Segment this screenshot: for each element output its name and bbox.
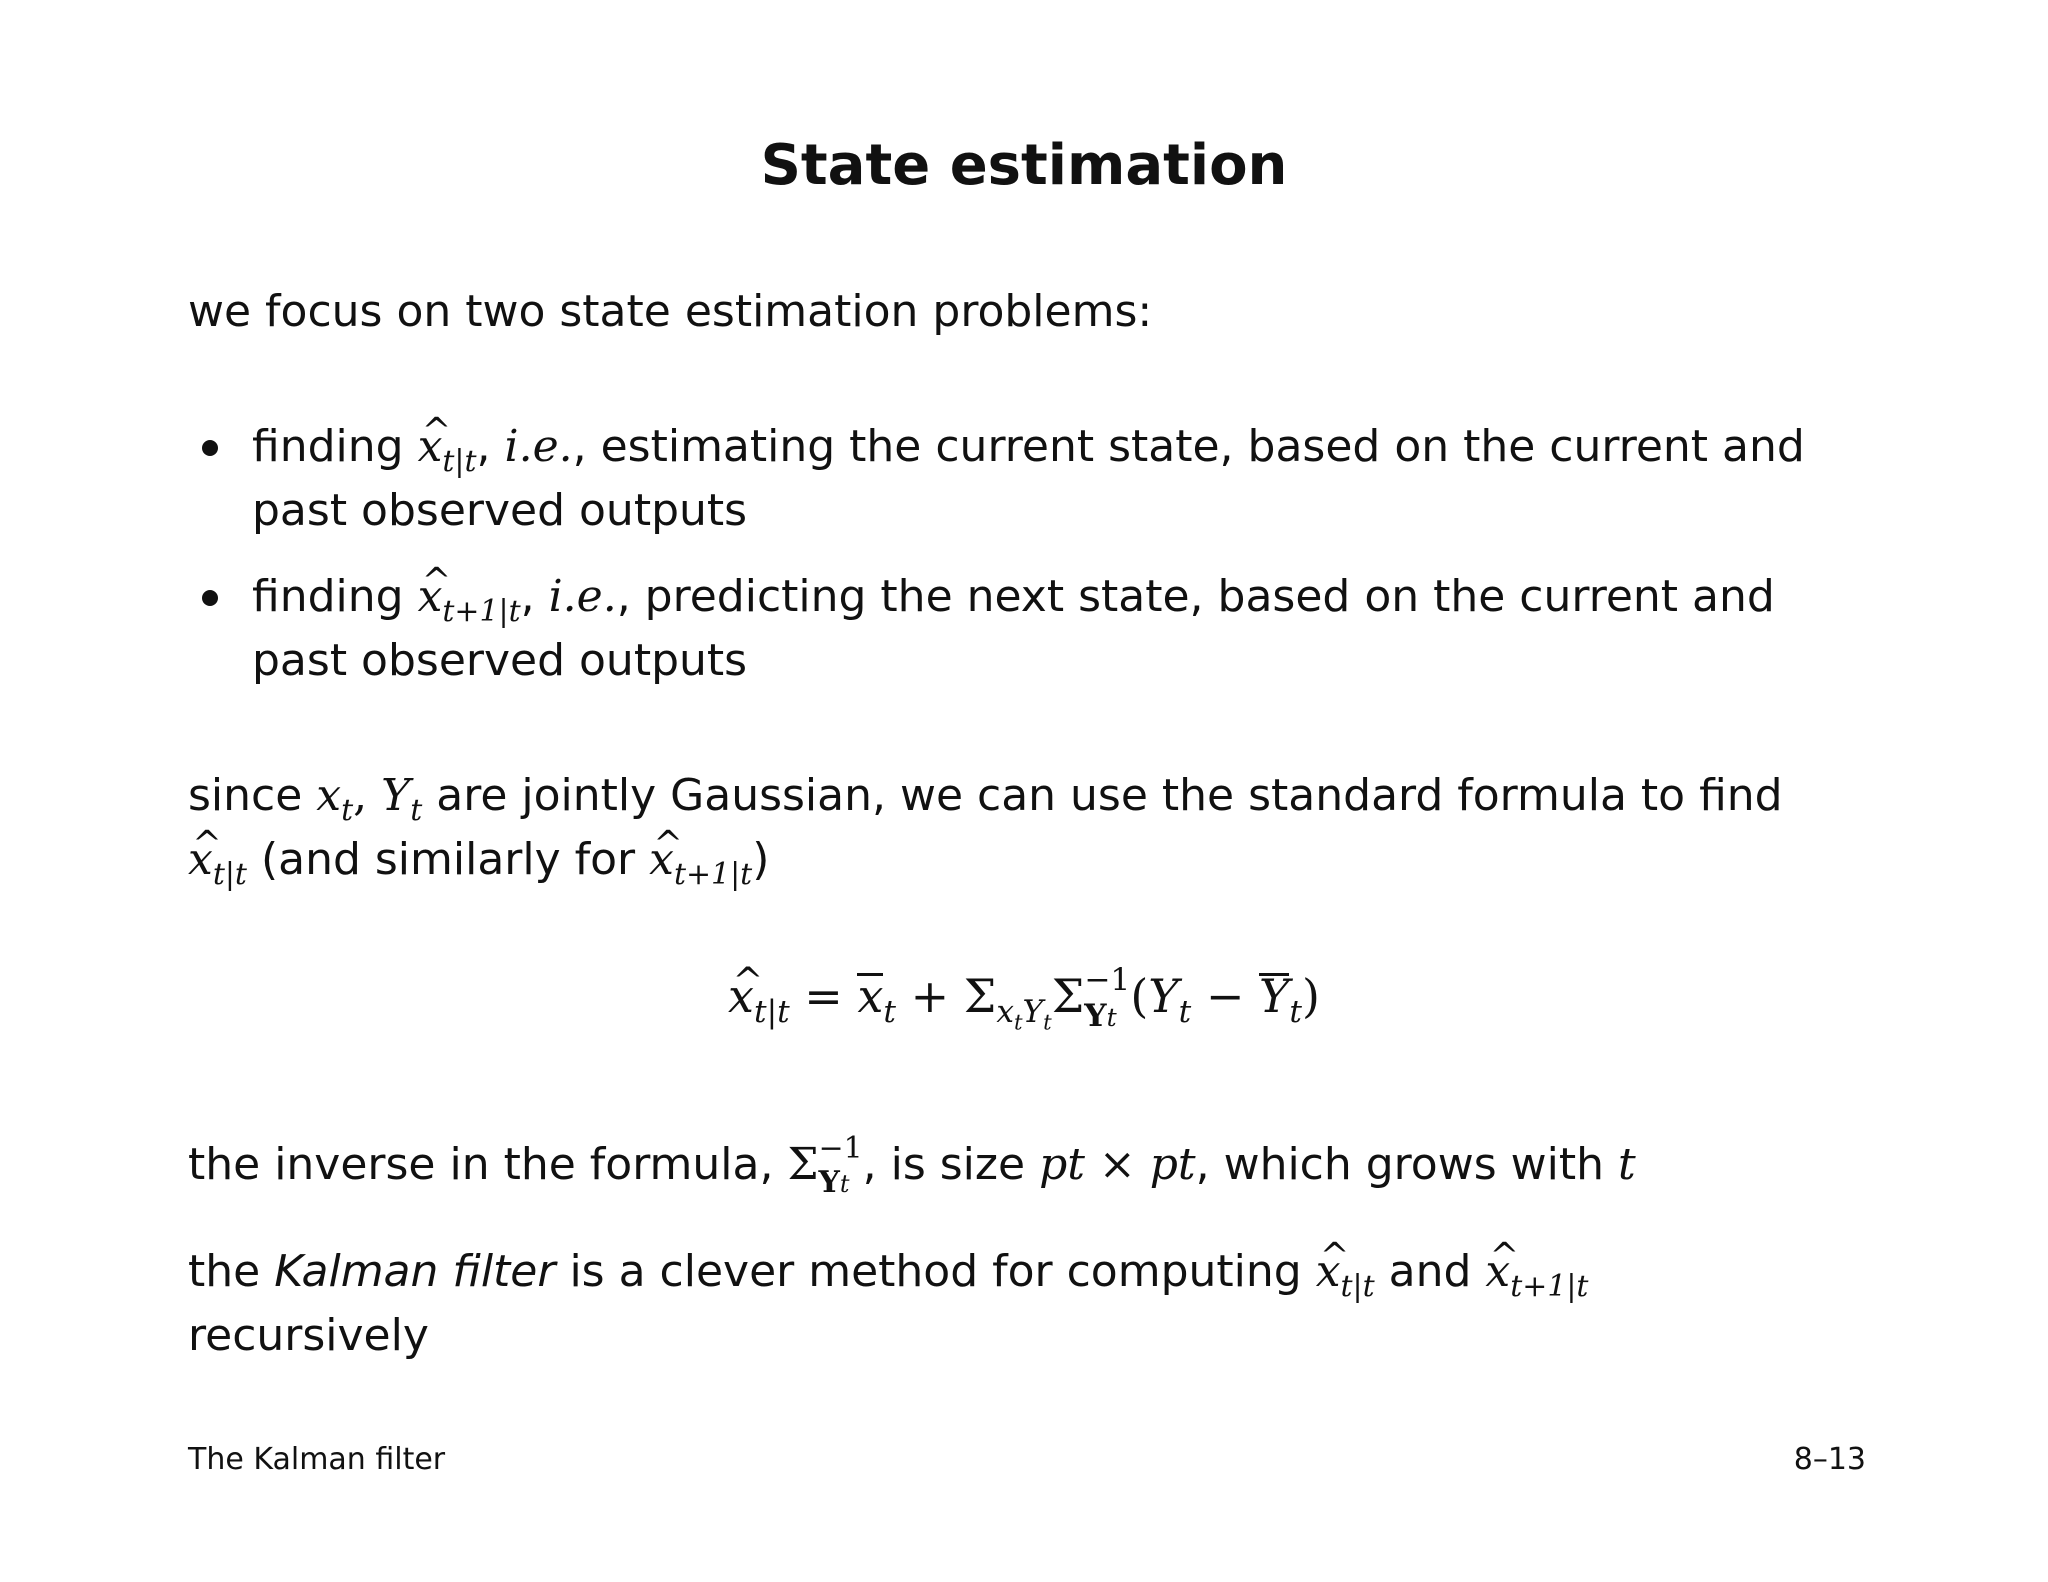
bullet-line-2: past observed outputs xyxy=(252,485,748,536)
footer-title: The Kalman filter xyxy=(188,1442,446,1477)
bullet-icon xyxy=(202,590,218,606)
bullet-line-2: past observed outputs xyxy=(252,635,748,686)
bullet-text: , estimating the current state, based on the current and xyxy=(572,421,1805,472)
ie-abbrev: i.e. xyxy=(548,571,617,622)
math-xt-yt: $x_t$, $Y_t$ xyxy=(316,770,423,828)
kalman-paragraph xyxy=(188,1240,1588,1368)
gaussian-paragraph xyxy=(188,764,1783,892)
equation-body: ^ $x_{t|t} = x_t + \Sigma_{x_tY_t}\Sigma$ −1 Yt $(Y_t - Y_t)$ xyxy=(728,969,1320,1023)
bullet-text: , predicting the next state, based on the current and xyxy=(616,571,1775,622)
math-x-hat: ^ $x_{t|t}$ xyxy=(1316,1246,1375,1297)
math-x-hat: ^ $x_{t|t}$ xyxy=(418,421,477,472)
display-equation xyxy=(0,960,2048,1036)
bullet-line-1 xyxy=(252,415,1805,479)
math-sigma-inverse: Σ −1 Yt xyxy=(787,1131,863,1201)
bullet-sep: , xyxy=(476,421,491,472)
kalman-line-2: recursively xyxy=(188,1310,429,1361)
page-number: 8–13 xyxy=(1793,1442,1866,1477)
bullet-lead: finding xyxy=(252,421,404,472)
slide-title: State estimation xyxy=(760,133,1288,198)
bullet-line-1 xyxy=(252,565,1805,629)
math-x-hat: ^ $x_{t+1|t}$ xyxy=(1485,1246,1588,1297)
bullet-icon xyxy=(202,440,218,456)
math-x-hat: ^ $x_{t|t}$ xyxy=(188,834,247,885)
list-item xyxy=(188,565,1805,693)
kalman-filter-term: Kalman filter xyxy=(274,1246,556,1297)
intro-text: we focus on two state estimation problems: xyxy=(188,286,1153,337)
gaussian-line-2: ^ $x_{t|t}$ (and similarly for ^ $x_{t+1|t}$) xyxy=(188,828,1783,892)
math-x-hat: ^ $x_{t+1|t}$ xyxy=(418,571,521,622)
bullet-list xyxy=(188,415,1805,715)
bullet-sep: , xyxy=(520,571,535,622)
list-item xyxy=(188,415,1805,543)
gaussian-line-1: since $x_t$, $Y_t$ are jointly Gaussian, we can use the standard formula to find xyxy=(188,770,1783,828)
math-size: pt × pt xyxy=(1039,1139,1196,1190)
bullet-lead: finding xyxy=(252,571,404,622)
inverse-paragraph: the inverse in the formula, Σ −1 Yt , is size pt × pt, which grows with t xyxy=(188,1131,1636,1201)
kalman-line-1: the Kalman filter is a clever method for computing ^ $x_{t|t}$ and ^ $x_{t+1|t}$ xyxy=(188,1240,1588,1304)
ie-abbrev: i.e. xyxy=(504,421,573,472)
math-x-hat: ^ $x_{t+1|t}$ xyxy=(649,834,752,885)
math-t: t xyxy=(1617,1139,1636,1190)
